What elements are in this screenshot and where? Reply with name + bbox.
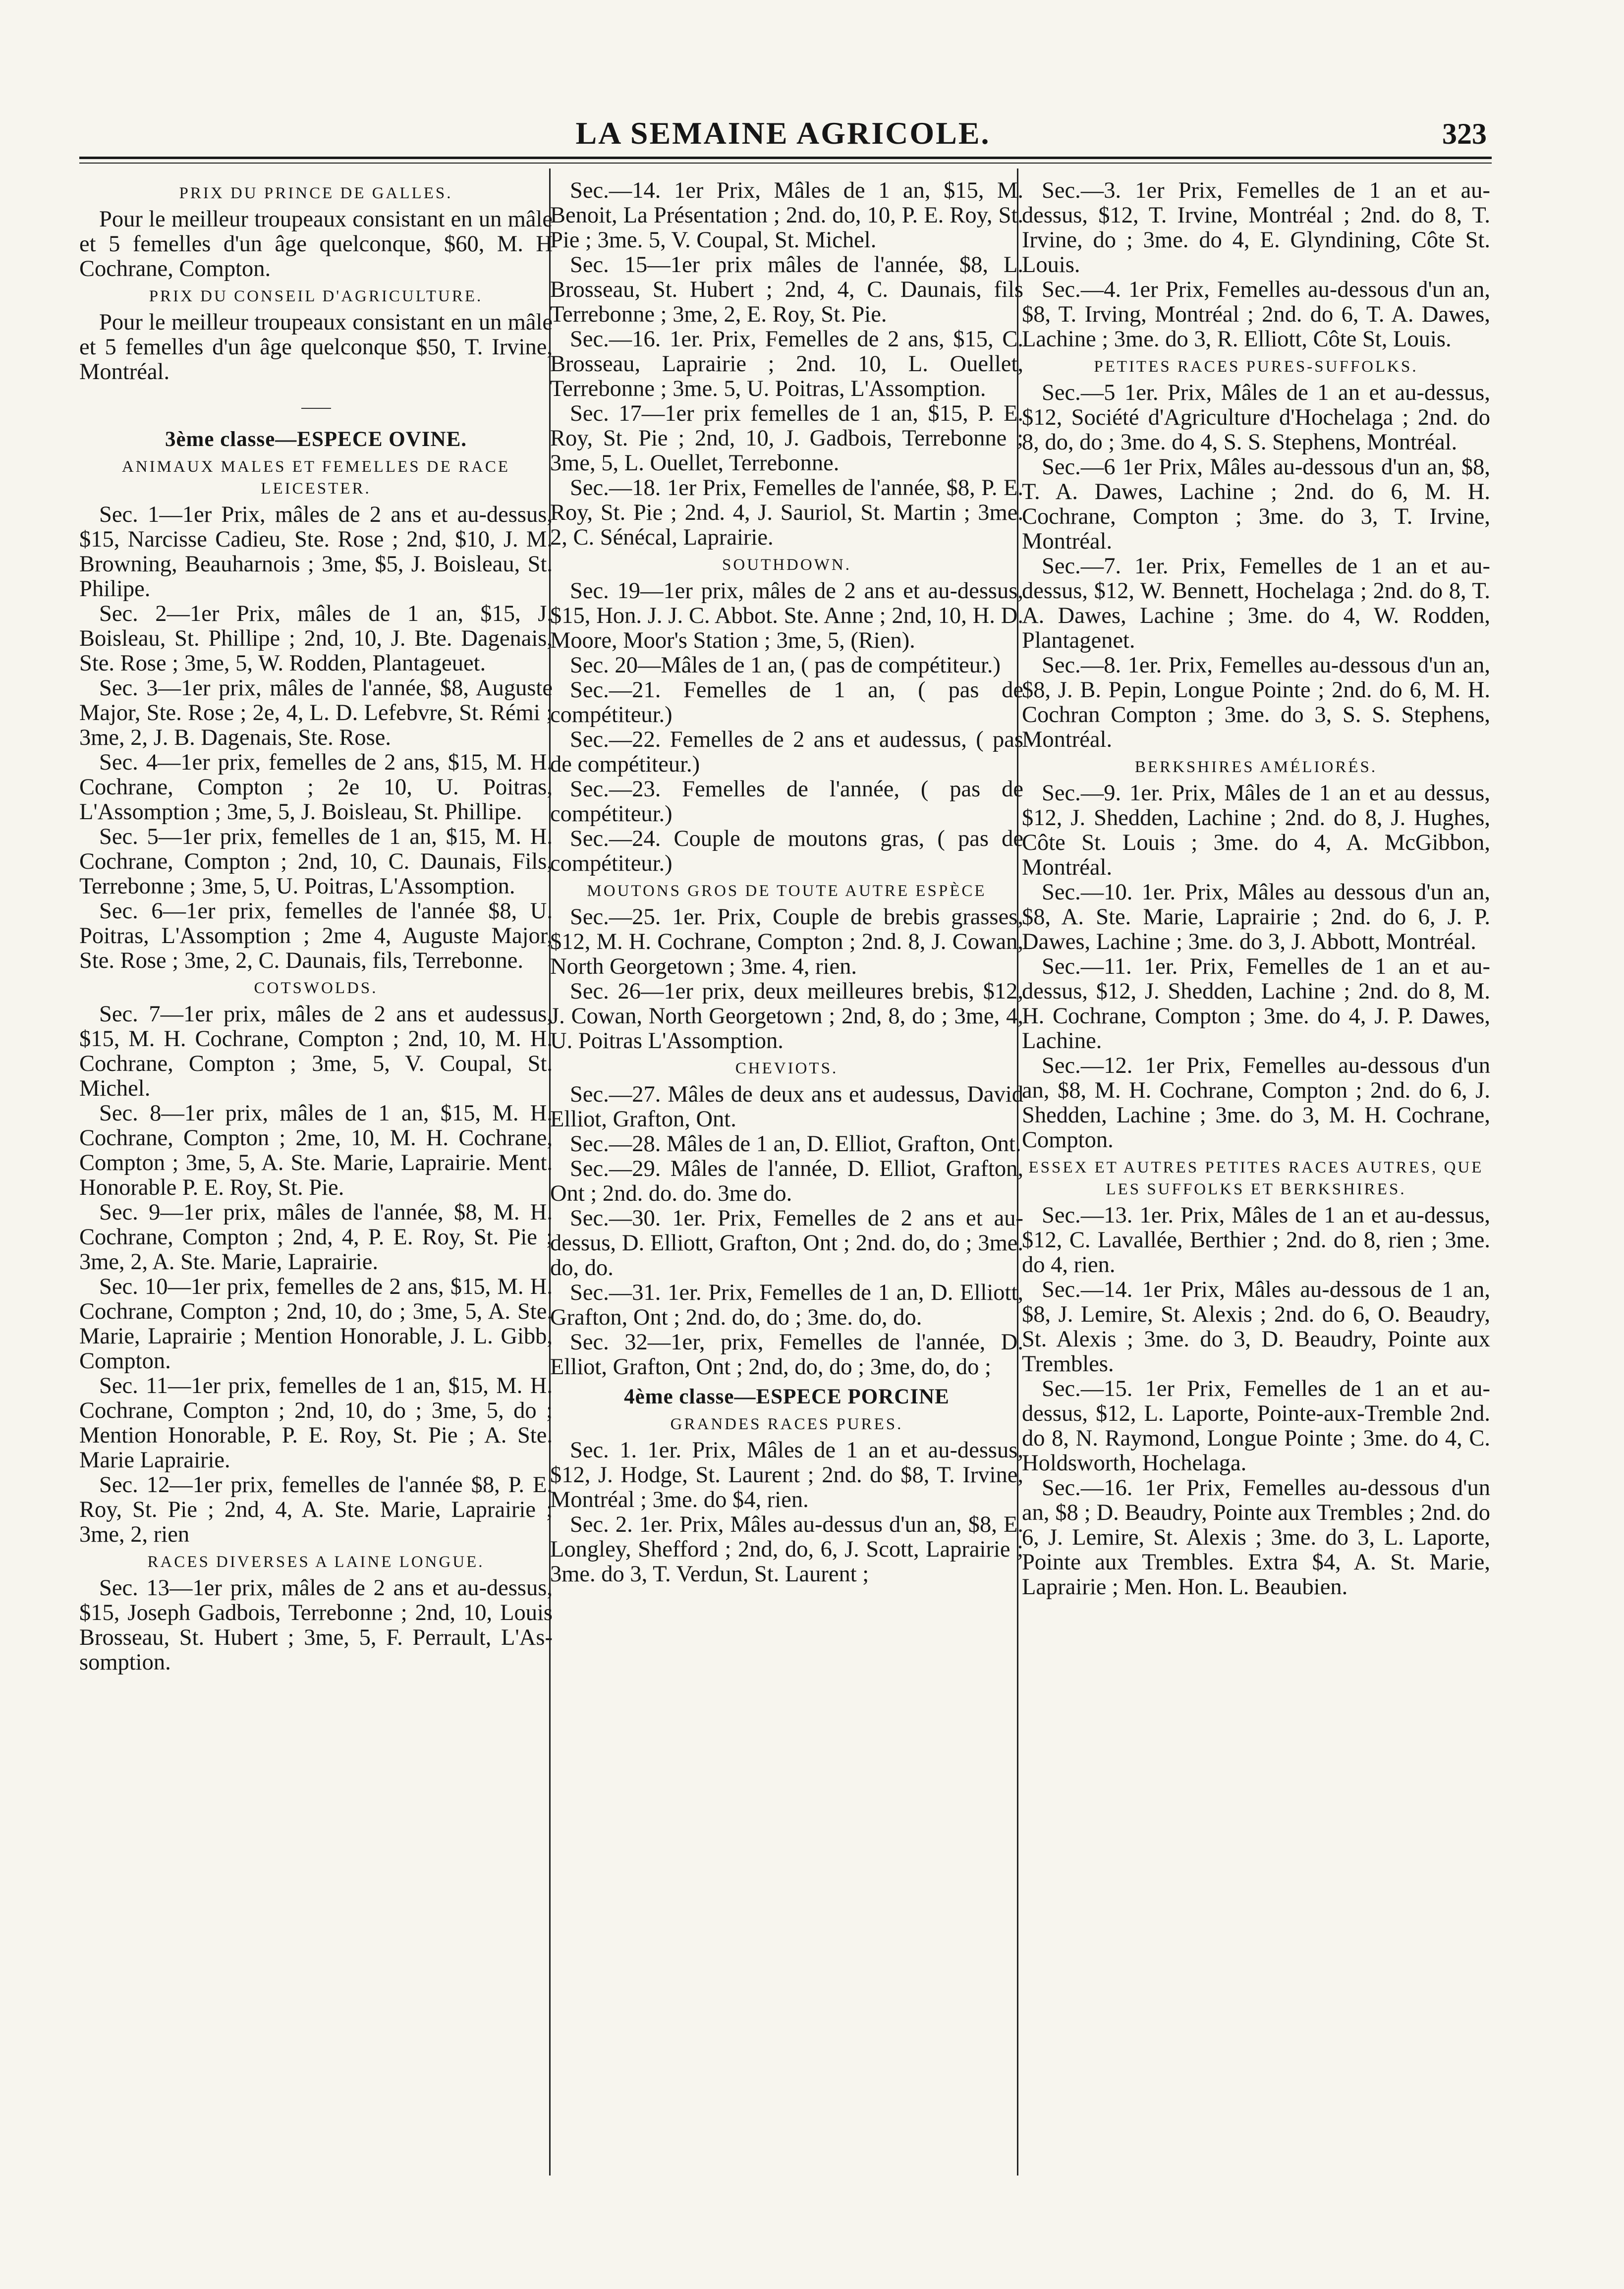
section-entry: Sec.—4. 1er Prix, Femelles au-dessous d'un an, $8, T. Irving, Montréal ; 2nd. do 6, T. A. Dawes, Lachine ; 3me. do 3, R. Elliott, Côte St, Louis. [1022, 277, 1490, 352]
section-entry: Sec.—21. Femelles de 1 an, ( pas de compétiteur.) [550, 677, 1023, 727]
section-heading: RACES DIVERSES A LAINE LONGUE. [147, 1553, 485, 1571]
section-entry: Sec. 2. 1er. Prix, Mâles au-dessus d'un an, $8, E. Longley, Shefford ; 2nd, do, 6, J. Scott, Laprairie ; 3me. do 3, T. Verdun, St. Laurent ; [550, 1512, 1023, 1587]
column-3 [1022, 178, 1490, 1600]
column-2 [550, 178, 1023, 1587]
section-entry: Sec. 1. 1er. Prix, Mâles de 1 an et au-dessus, $12, J. Hodge, St. Laurent ; 2nd. do $8, T. Irvine, Montréal ; 3me. do $4, rien. [550, 1438, 1023, 1512]
section-heading: CHEVIOTS. [735, 1060, 839, 1077]
journal-title: LA SEMAINE AGRICOLE. [575, 115, 991, 151]
section-entry: Sec. 4—1er prix, femelles de 2 ans, $15, M. H. Cochrane, Compton ; 2e 10, U. Poitras, L'Assomption ; 3me, 5, J. Boisleau, St. Phillipe. [79, 750, 553, 825]
section-entry: Sec. 26—1er prix, deux meilleures brebis, $12, J. Cowan, North Georgetown ; 2nd, 8, do ; 3me, 4, U. Poitras L'Assomption. [550, 979, 1023, 1054]
section-entry: Sec.—29. Mâles de l'année, D. Elliot, Grafton, Ont ; 2nd. do. do. 3me do. [550, 1156, 1023, 1206]
section-heading: PRIX DU PRINCE DE GALLES. [179, 184, 453, 202]
section-entry: Sec. 6—1er prix, femelles de l'année $8, U. Poitras, L'Assomption ; 2me 4, Auguste Major, Ste. Rose ; 3me, 2, C. Daunais, fils, Terrebonne. [79, 898, 553, 973]
section-entry: Sec.—6 1er Prix, Mâles au-dessous d'un an, $8, T. A. Dawes, Lachine ; 2nd. do 6, M. H. Cochrane, Compton ; 3me. do 3, T. Irvine, Montréal. [1022, 454, 1490, 554]
section-entry: Sec.—30. 1er. Prix, Femelles de 2 ans et au-dessus, D. Elliott, Grafton, Ont ; 2nd. do, do ; 3me. do, do. [550, 1206, 1023, 1281]
section-heading: PRIX DU CONSEIL D'AGRICULTURE. [149, 287, 483, 305]
section-entry: Sec. 15—1er prix mâles de l'année, $8, L. Brosseau, St. Hubert ; 2nd, 4, C. Daunais, fils Terrebonne ; 3me, 2, E. Roy, St. Pie. [550, 252, 1023, 327]
section-entry: Sec.—8. 1er. Prix, Femelles au-dessous d'un an, $8, J. B. Pepin, Longue Pointe ; 2nd. do 6, M. H. Cochran Compton ; 3me. do 3, S. S. Stephens, Montréal. [1022, 653, 1490, 752]
page-number: 323 [1442, 117, 1487, 150]
section-entry: Sec.—9. 1er. Prix, Mâles de 1 an et au dessus, $12, J. Shedden, Lachine ; 2nd. do 8, J. Hughes, Côte St. Louis ; 3me. do 4, A. McGibbon, Montréal. [1022, 781, 1490, 880]
section-entry: Sec. 10—1er prix, femelles de 2 ans, $15, M. H. Cochrane, Compton ; 2nd, 10, do ; 3me, 5, A. Ste. Marie, Laprairie ; Mention Honorable, J. L. Gibb, Compton. [79, 1274, 553, 1374]
section-entry: Sec.—12. 1er Prix, Femelles au-dessous d'un an, $8, M. H. Cochrane, Compton ; 2nd. do 6, J. Shedden, Lachine ; 3me. do 3, M. H. Cochrane, Compton. [1022, 1053, 1490, 1153]
prize-paragraph: Pour le meilleur troupeaux consistant en un mâle et 5 femelles d'un âge quelconque $50, T. Irvine, Montréal. [79, 310, 553, 385]
section-entry: Sec. 13—1er prix, mâles de 2 ans et au-dessus, $15, Joseph Gadbois, Terrebonne ; 2nd, 10, Louis Brosseau, St. Hubert ; 3me, 5, F. Perrault, L'Assomption. [79, 1575, 553, 1675]
section-entry: Sec.—16. 1er Prix, Femelles au-dessous d'un an, $8 ; D. Beaudry, Pointe aux Trembles ; 2nd. do 6, J. Lemire, St. Alexis ; 3me. do 3, L. Laporte, Pointe aux Trembles. Extra $4, A. St. Marie, Laprairie ; Men. Hon. L. Beaubien. [1022, 1475, 1490, 1600]
section-entry: Sec.—11. 1er. Prix, Femelles de 1 an et au-dessus, $12, J. Shedden, Lachine ; 2nd. do 8, M. H. Cochrane, Compton ; 3me. do 4, J. P. Dawes, Lachine. [1022, 954, 1490, 1054]
section-entry: Sec. 19—1er prix, mâles de 2 ans et au-dessus, $15, Hon. J. J. C. Abbot. Ste. Anne ; 2nd, 10, H. D. Moore, Moor's Station ; 3me, 5, (Rien). [550, 578, 1023, 653]
section-entry: Sec. 11—1er prix, femelles de 1 an, $15, M. H. Cochrane, Compton ; 2nd, 10, do ; 3me, 5, do ; Mention Honorable, P. E. Roy, St. Pie ; A. Ste. Marie Laprairie. [79, 1373, 553, 1473]
section-entry: Sec.—13. 1er. Prix, Mâles de 1 an et au-dessus, $12, C. Lavallée, Berthier ; 2nd. do 8, rien ; 3me. do 4, rien. [1022, 1203, 1490, 1278]
section-entry: Sec.—14. 1er Prix, Mâles au-dessous de 1 an, $8, J. Lemire, St. Alexis ; 2nd. do 6, O. Beaudry, St. Alexis ; 3me. do 3, D. Beaudry, Pointe aux Trembles. [1022, 1277, 1490, 1377]
section-entry: Sec.—23. Femelles de l'année, ( pas de compétiteur.) [550, 777, 1023, 827]
section-entry: Sec.—3. 1er Prix, Femelles de 1 an et au-dessus, $12, T. Irvine, Montréal ; 2nd. do 8, T. Irvine, do ; 3me. do 4, E. Glyndining, Côte St. Louis. [1022, 178, 1490, 278]
section-entry: Sec.—28. Mâles de 1 an, D. Elliot, Grafton, Ont. [570, 1131, 1021, 1157]
section-entry: Sec.—14. 1er Prix, Mâles de 1 an, $15, M. Benoit, La Présentation ; 2nd. do, 10, P. E. Roy, St. Pie ; 3me. 5, V. Coupal, St. Michel. [550, 178, 1023, 253]
class-heading: 3ème classe—ESPECE OVINE. [165, 428, 467, 451]
section-entry: Sec. 9—1er prix, mâles de l'année, $8, M. H. Cochrane, Compton ; 2nd, 4, P. E. Roy, St. Pie ; 3me, 2, A. Ste. Marie, Laprairie. [79, 1200, 553, 1275]
section-entry: Sec.—25. 1er. Prix, Couple de brebis grasses, $12, M. H. Cochrane, Compton ; 2nd. 8, J. Cowan, North Georgetown ; 3me. 4, rien. [550, 904, 1023, 979]
section-entry: Sec. 2—1er Prix, mâles de 1 an, $15, J. Boisleau, St. Phillipe ; 2nd, 10, J. Bte. Dagenais, Ste. Rose ; 3me, 5, W. Rodden, Plantageuet. [79, 601, 553, 676]
section-heading: SOUTHDOWN. [722, 556, 851, 574]
section-entry: Sec. 17—1er prix femelles de 1 an, $15, P. E. Roy, St. Pie ; 2nd, 10, J. Gadbois, Terrebonne ; 3me, 5, L. Ouellet, Terrebonne. [550, 401, 1023, 476]
section-entry: Sec. 5—1er prix, femelles de 1 an, $15, M. H. Cochrane, Compton ; 2nd, 10, C. Daunais, Fils, Terrebonne ; 3me, 5, U. Poitras, L'Assomption. [79, 824, 553, 899]
section-entry: Sec.—24. Couple de moutons gras, ( pas de compétiteur.) [550, 826, 1023, 876]
section-entry: Sec. 20—Mâles de 1 an, ( pas de compétiteur.) [570, 653, 1001, 678]
section-heading: MOUTONS GROS DE TOUTE AUTRE ESPÈCE [587, 882, 987, 900]
section-entry: Sec.—27. Mâles de deux ans et audessus, David Elliot, Grafton, Ont. [550, 1082, 1023, 1132]
section-entry: Sec.—18. 1er Prix, Femelles de l'année, $8, P. E. Roy, St. Pie ; 2nd. 4, J. Sauriol, St. Martin ; 3me. 2, C. Sénécal, Laprairie. [550, 475, 1023, 550]
section-entry: Sec. 1—1er Prix, mâles de 2 ans et au-dessus, $15, Narcisse Cadieu, Ste. Rose ; 2nd, $10, J. M. Browning, Beauharnois ; 3me, $5, J. Boisleau, St. Philipe. [79, 502, 553, 602]
separator-dash [79, 394, 553, 419]
section-entry: Sec.—22. Femelles de 2 ans et audessus, ( pas de compétiteur.) [550, 727, 1023, 777]
section-entry: Sec. 8—1er prix, mâles de 1 an, $15, M. H. Cochrane, Compton ; 2me, 10, M. H. Cochrane, Compton ; 3me, 5, A. Ste. Marie, Laprairie. Ment. Honorable P. E. Roy, St. Pie. [79, 1101, 553, 1200]
section-entry: Sec. 12—1er prix, femelles de l'année $8, P. E. Roy, St. Pie ; 2nd, 4, A. Ste. Marie, Laprairie ; 3me, 2, rien [79, 1472, 553, 1547]
column-1 [79, 178, 553, 1675]
section-heading: GRANDES RACES PURES. [670, 1415, 903, 1433]
section-heading: ESSEX ET AUTRES PETITES RACES AUTRES, QUE LES SUFFOLKS ET BERKSHIRES. [1028, 1159, 1484, 1198]
section-entry: Sec. 3—1er prix, mâles de l'année, $8, Auguste Major, Ste. Rose ; 2e, 4, L. D. Lefebvre, St. Rémi ; 3me, 2, J. B. Dagenais, Ste. Rose. [79, 675, 553, 750]
page-header [79, 113, 1487, 158]
section-entry: Sec. 7—1er prix, mâles de 2 ans et audessus, $15, M. H. Cochrane, Compton ; 2nd, 10, M. H. Cochrane, Compton ; 3me, 5, V. Coupal, St. Michel. [79, 1002, 553, 1101]
class-heading: 4ème classe—ESPECE PORCINE [624, 1385, 950, 1408]
section-heading: COTSWOLDS. [254, 979, 378, 997]
section-entry: Sec.—16. 1er. Prix, Femelles de 2 ans, $15, C. Brosseau, Laprairie ; 2nd. 10, L. Ouellet, Terrebonne ; 3me. 5, U. Poitras, L'Assomption. [550, 327, 1023, 401]
header-rule-thin [79, 163, 1492, 164]
section-heading: PETITES RACES PURES-SUFFOLKS. [1094, 358, 1418, 376]
section-heading: BERKSHIRES AMÉLIORÉS. [1134, 758, 1378, 776]
section-entry: Sec.—15. 1er Prix, Femelles de 1 an et au-dessus, $12, L. Laporte, Pointe-aux-Tremble 2nd. do 8, N. Raymond, Longue Pointe ; 3me. do 4, C. Holdsworth, Hochelaga. [1022, 1376, 1490, 1476]
section-heading: ANIMAUX MALES ET FEMELLES DE RACE LEICESTER. [121, 458, 510, 498]
prize-paragraph: Pour le meilleur troupeaux consistant en un mâle et 5 femelles d'un âge quelconque, $60, M. H Cochrane, Compton. [79, 207, 553, 281]
section-entry: Sec. 32—1er, prix, Femelles de l'année, D. Elliot, Grafton, Ont ; 2nd, do, do ; 3me, do, do ; [550, 1330, 1023, 1380]
section-entry: Sec.—10. 1er. Prix, Mâles au dessous d'un an, $8, A. Ste. Marie, Laprairie ; 2nd. do 6, J. P. Dawes, Lachine ; 3me. do 3, J. Abbott, Montréal. [1022, 880, 1490, 954]
section-entry: Sec.—5 1er. Prix, Mâles de 1 an et au-dessus, $12, Société d'Agriculture d'Hochelaga ; 2nd. do 8, do, do ; 3me. do 4, S. S. Stephens, Montréal. [1022, 380, 1490, 455]
header-rule-thick [79, 157, 1492, 159]
section-entry: Sec.—7. 1er. Prix, Femelles de 1 an et au-dessus, $12, W. Bennett, Hochelaga ; 2nd. do 8, T. A. Dawes, Lachine ; 3me. do 4, W. Rodden, Plantagenet. [1022, 554, 1490, 653]
section-entry: Sec.—31. 1er. Prix, Femelles de 1 an, D. Elliott, Grafton, Ont ; 2nd. do, do ; 3me. do, do. [550, 1280, 1023, 1330]
